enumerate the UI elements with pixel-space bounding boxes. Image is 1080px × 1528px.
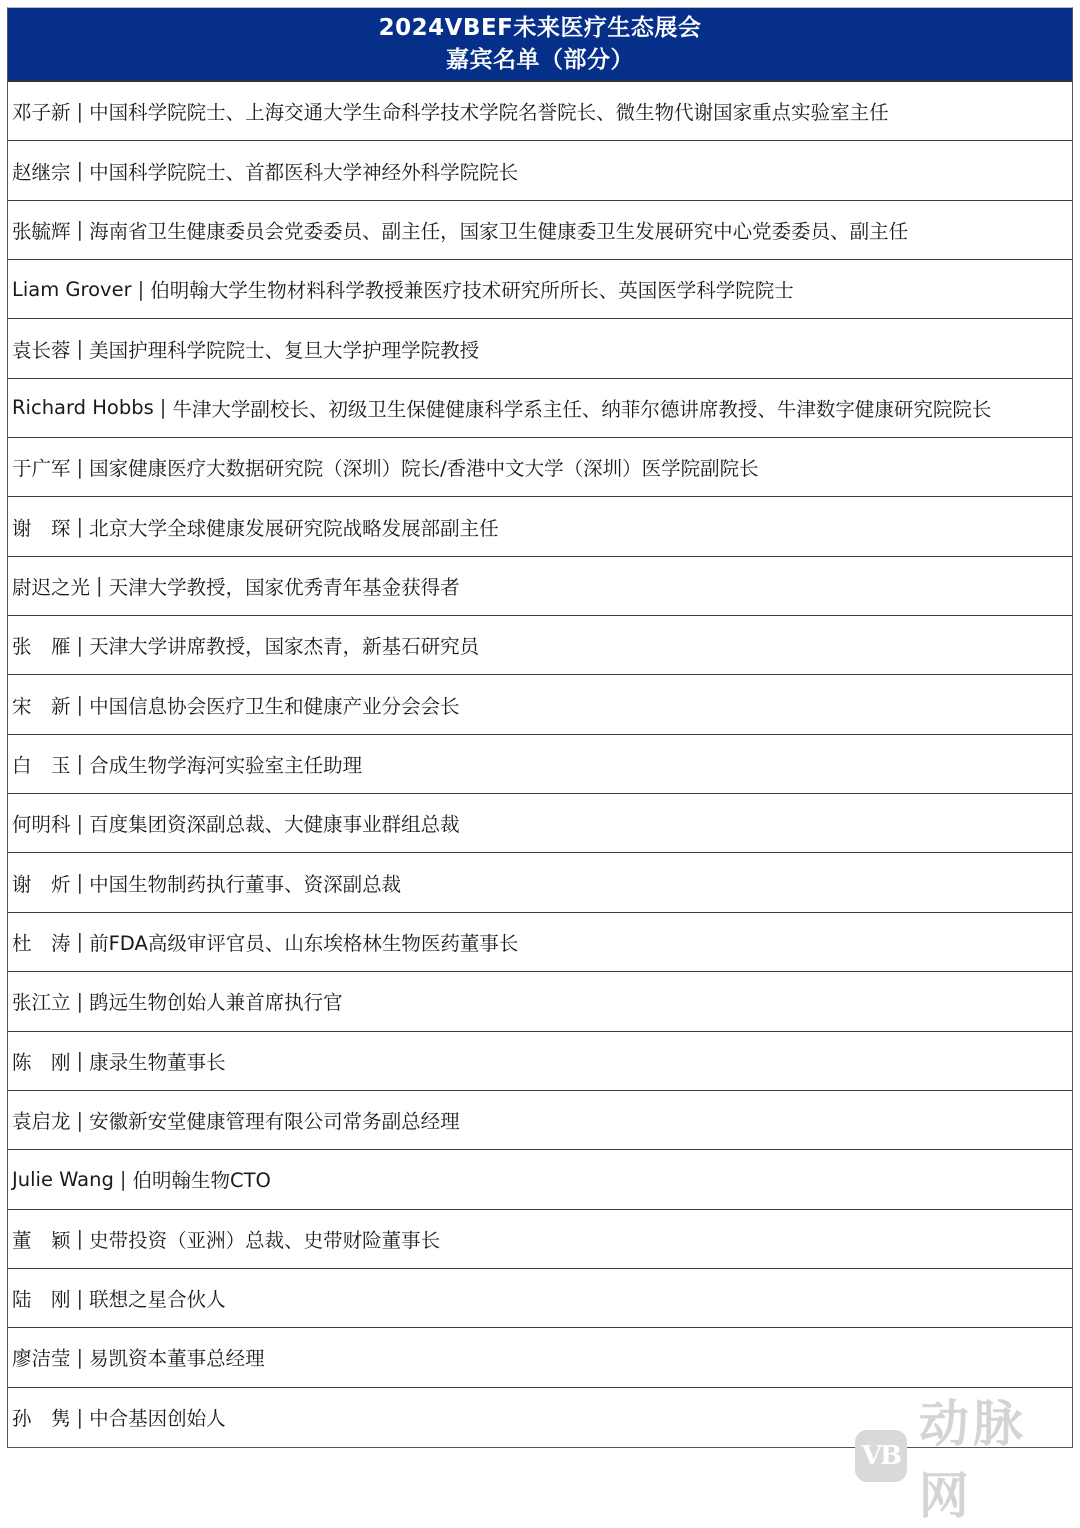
table-header [8, 8, 1072, 82]
table-row [8, 1269, 1072, 1328]
table-row [8, 1328, 1072, 1387]
table-row [8, 201, 1072, 260]
guest-title: 康录生物董事长 [89, 1050, 226, 1074]
guest-name: 邓子新 [12, 101, 71, 125]
guest-name: 董 颖 [12, 1228, 71, 1252]
guest-name: 张江立 [12, 991, 71, 1015]
table-row [8, 1210, 1072, 1269]
header-subtitle: 嘉宾名单（部分） [446, 47, 634, 73]
table-row [8, 1388, 1072, 1447]
table-row [8, 853, 1072, 912]
table-row [8, 675, 1072, 734]
guest-title: 伯明翰生物CTO [132, 1169, 271, 1193]
guest-name: 袁长蓉 [12, 338, 71, 362]
separator: | [76, 515, 84, 539]
guest-title: 北京大学全球健康发展研究院战略发展部副主任 [89, 516, 499, 540]
table-row [8, 557, 1072, 616]
separator: | [76, 1286, 84, 1310]
guest-title: 鹍远生物创始人兼首席执行官 [89, 991, 343, 1015]
separator: | [76, 1108, 84, 1132]
guest-title: 史带投资（亚洲）总裁、史带财险董事长 [89, 1228, 441, 1252]
guest-title: 中国科学院院士、上海交通大学生命科学技术学院名誉院长、微生物代谢国家重点实验室主任 [89, 101, 889, 125]
guest-title: 前FDA高级审评官员、山东埃格林生物医药董事长 [89, 931, 519, 955]
guest-title: 安徽新安堂健康管理有限公司常务副总经理 [89, 1110, 460, 1134]
guest-name: 张 雁 [12, 635, 71, 659]
separator: | [159, 396, 167, 420]
table-row [8, 794, 1072, 853]
guest-rows [8, 82, 1072, 1447]
guest-title: 天津大学讲席教授，国家杰青，新基石研究员 [89, 635, 480, 659]
header-title: 2024VBEF未来医疗生态展会 [378, 15, 702, 41]
table-row [8, 141, 1072, 200]
guest-title: 牛津大学副校长、初级卫生保健健康科学系主任、纳菲尔德讲席教授、牛津数字健康研究院院长 [172, 397, 992, 421]
separator: | [76, 1405, 84, 1429]
guest-title: 易凯资本董事总经理 [89, 1347, 265, 1371]
table-row [8, 735, 1072, 794]
separator: | [137, 277, 145, 301]
separator: | [76, 1049, 84, 1073]
guest-name: 白 玉 [12, 753, 71, 777]
separator: | [76, 455, 84, 479]
guest-name: 尉迟之光 [12, 575, 91, 599]
guest-title: 美国护理科学院院士、复旦大学护理学院教授 [89, 338, 480, 362]
guest-name: 何明科 [12, 813, 71, 837]
guest-title: 合成生物学海河实验室主任助理 [89, 753, 363, 777]
guest-name: 谢 琛 [12, 516, 71, 540]
guest-name: 陈 刚 [12, 1050, 71, 1074]
table-row [8, 972, 1072, 1031]
table-row [8, 913, 1072, 972]
separator: | [76, 871, 84, 895]
table-row [8, 1091, 1072, 1150]
guest-name: 孙 隽 [12, 1407, 71, 1431]
guest-title: 中国科学院院士、首都医科大学神经外科学院院长 [89, 160, 519, 184]
table-row [8, 319, 1072, 378]
guest-title: 中合基因创始人 [89, 1407, 226, 1431]
guest-name: Julie Wang [12, 1167, 114, 1191]
guest-title: 国家健康医疗大数据研究院（深圳）院长/香港中文大学（深圳）医学院副院长 [89, 457, 759, 481]
table-row [8, 497, 1072, 556]
table-row [8, 260, 1072, 319]
guest-name: 陆 刚 [12, 1288, 71, 1312]
separator: | [76, 337, 84, 361]
guest-name: 赵继宗 [12, 160, 71, 184]
table-row [8, 379, 1072, 438]
separator: | [119, 1167, 127, 1191]
guest-title: 中国信息协会医疗卫生和健康产业分会会长 [89, 694, 460, 718]
guest-title: 中国生物制药执行董事、资深副总裁 [89, 872, 402, 896]
table-row [8, 1032, 1072, 1091]
separator: | [96, 574, 103, 598]
vb-logo-icon: VB [855, 1430, 907, 1482]
watermark-brand: 动脉网 [918, 1395, 1027, 1525]
separator: | [76, 159, 84, 183]
guest-name: 袁启龙 [12, 1110, 71, 1134]
separator: | [76, 99, 84, 123]
table-row [8, 616, 1072, 675]
separator: | [76, 1345, 84, 1369]
separator: | [76, 752, 84, 776]
separator: | [76, 989, 84, 1013]
table-row [8, 82, 1072, 141]
guest-title: 联想之星合伙人 [89, 1288, 226, 1312]
separator: | [76, 218, 84, 242]
guest-title: 伯明翰大学生物材料科学教授兼医疗技术研究所所长、英国医学科学院院士 [150, 279, 794, 303]
guest-name: 谢 炘 [12, 872, 71, 896]
guest-name: 廖洁莹 [12, 1347, 71, 1371]
guest-title: 海南省卫生健康委员会党委委员、副主任，国家卫生健康委卫生发展研究中心党委委员、副主任 [89, 219, 909, 243]
separator: | [76, 693, 84, 717]
separator: | [76, 811, 84, 835]
separator: | [76, 633, 84, 657]
separator: | [76, 1227, 84, 1251]
separator: | [76, 930, 84, 954]
guest-name: 张毓辉 [12, 219, 71, 243]
table-row [8, 1150, 1072, 1209]
guest-name: Richard Hobbs [12, 396, 154, 420]
guest-name: Liam Grover [12, 277, 132, 301]
guest-title: 百度集团资深副总裁、大健康事业群组总裁 [89, 813, 460, 837]
guest-title: 天津大学教授，国家优秀青年基金获得者 [108, 575, 460, 599]
guest-name: 于广军 [12, 457, 71, 481]
table-row [8, 438, 1072, 497]
guest-name: 宋 新 [12, 694, 71, 718]
guest-name: 杜 涛 [12, 931, 71, 955]
guest-list-table [7, 7, 1073, 1448]
